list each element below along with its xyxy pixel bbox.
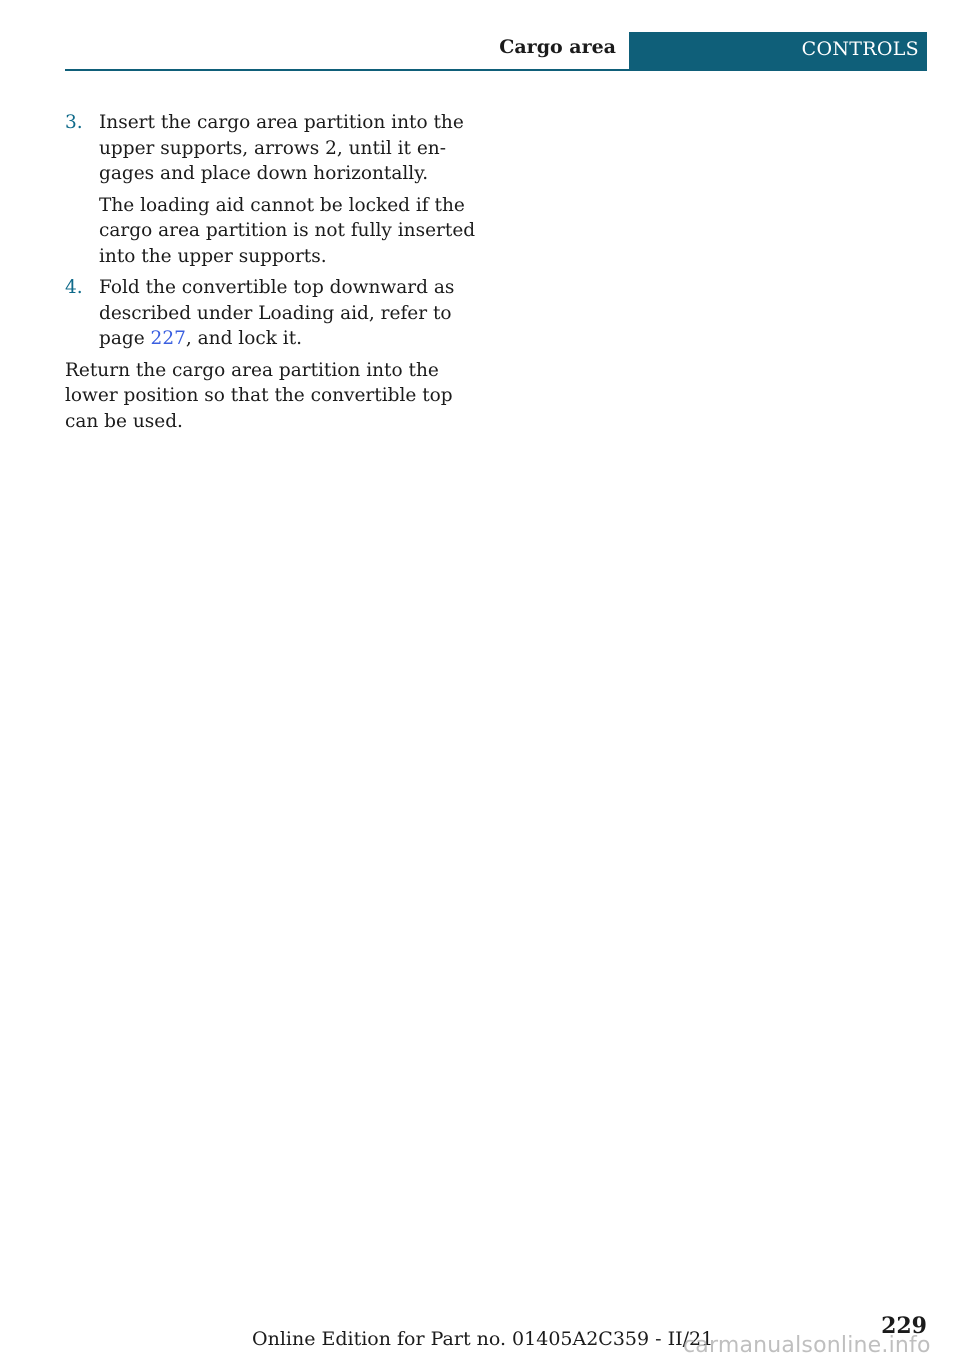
closing-paragraph: Return the cargo area partition into the lower position so that the convertible top can be used.: [65, 359, 453, 432]
page-reference-link[interactable]: 227: [150, 328, 186, 349]
step-note: The loading aid cannot be locked if the cargo area partition is not fully inserted into the upper supports.: [99, 194, 476, 267]
step-text-after-link: , and lock it.: [185, 328, 303, 349]
step-body: [99, 110, 485, 269]
chapter-tab-label: CONTROLS: [801, 38, 919, 60]
page-content: [65, 110, 485, 434]
step-text-before-link: Fold the convertible top downward as described under Loading aid, refer to page: [99, 277, 455, 349]
step-number: 3.: [65, 112, 83, 133]
step-item: [65, 110, 485, 269]
chapter-tab: [629, 32, 927, 71]
page-number: 229: [881, 1313, 927, 1339]
watermark: carmanualsonline.info: [683, 1333, 931, 1358]
step-text: Insert the cargo area partition into the upper supports, arrows 2, until it engages and place down horizontally.: [99, 112, 464, 184]
step-text: [99, 275, 485, 352]
step-body: [99, 275, 485, 352]
footer-edition: Online Edition for Part no. 01405A2C359 - II/21: [252, 1328, 714, 1350]
section-title: Cargo area: [499, 36, 616, 58]
step-number: 4.: [65, 277, 83, 298]
step-item: [65, 275, 485, 352]
